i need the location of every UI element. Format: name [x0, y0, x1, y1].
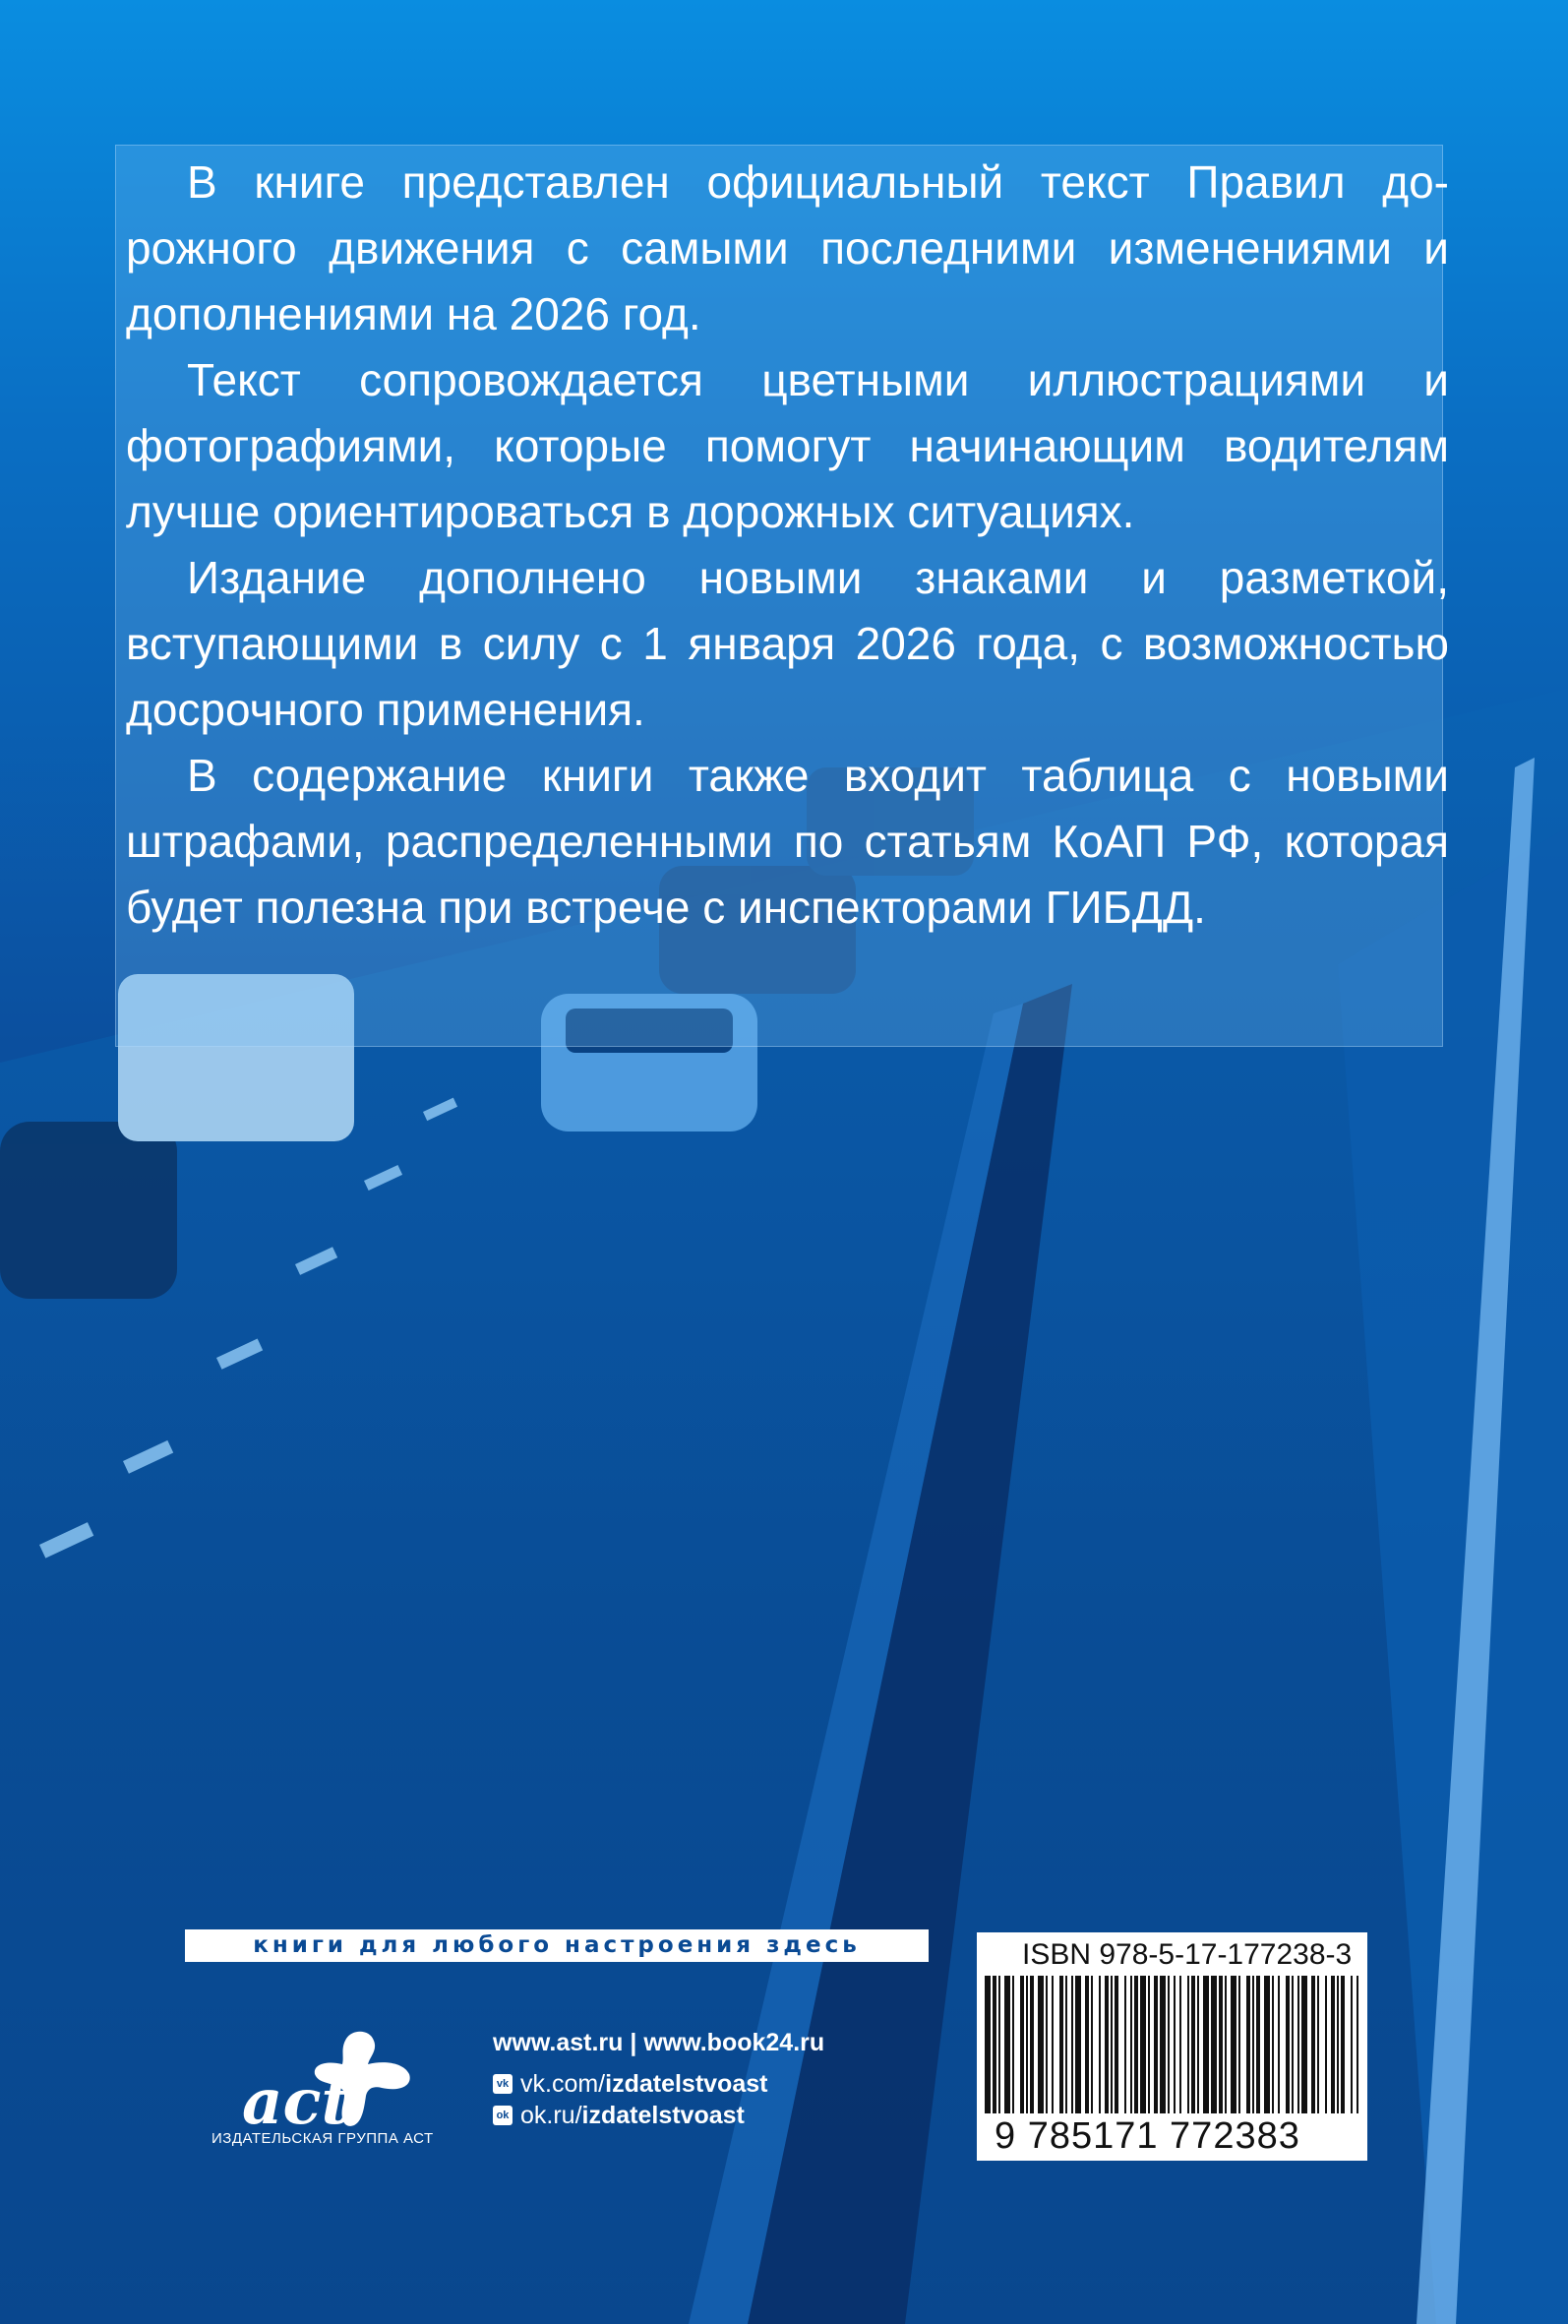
barcode-bar: [1148, 1976, 1150, 2113]
barcode-bar: [1219, 1976, 1223, 2113]
barcode-bar: [1115, 1976, 1118, 2113]
website-links[interactable]: www.ast.ru | www.book24.ru: [493, 2029, 825, 2056]
logo-text: act: [242, 2065, 350, 2135]
description-paragraph: Текст сопровождается цветными иллюстрациями и фотографиями, которые помогут начинающим водителям лучше ориентироваться в дорожных ситуациях.: [126, 354, 1449, 537]
barcode-bar: [1065, 1976, 1067, 2113]
barcode-bar: [1026, 1976, 1028, 2113]
barcode-bar: [1337, 1976, 1339, 2113]
barcode-bar: [993, 1976, 996, 2113]
barcode-bar: [1179, 1976, 1181, 2113]
vk-icon: vk: [493, 2074, 513, 2094]
barcode-bar: [1325, 1976, 1327, 2113]
book-description: [126, 150, 1449, 941]
barcode-bar: [1140, 1976, 1146, 2113]
barcode-bars-icon: [983, 1976, 1361, 2113]
barcode-bar: [1231, 1976, 1236, 2113]
barcode-bar: [1154, 1976, 1158, 2113]
barcode-bar: [1278, 1976, 1280, 2113]
barcode-bar: [1134, 1976, 1138, 2113]
barcode-bar: [1238, 1976, 1240, 2113]
barcode-bar: [998, 1976, 1000, 2113]
barcode-bar: [1099, 1976, 1101, 2113]
ok-link-prefix: ok.ru/: [520, 2101, 582, 2129]
barcode-bar: [1211, 1976, 1217, 2113]
barcode-bar: [1174, 1976, 1176, 2113]
barcode-bar: [1246, 1976, 1250, 2113]
barcode-bar: [1317, 1976, 1319, 2113]
barcode-bar: [1225, 1976, 1227, 2113]
barcode-bar: [1256, 1976, 1260, 2113]
barcode-bar: [1341, 1976, 1345, 2113]
description-paragraph: В книге представлен официальный текст Правил дорожного движения с самыми последними изменениями и дополнениями на 2026 год.: [126, 156, 1449, 339]
barcode-bar: [1191, 1976, 1195, 2113]
barcode-bar: [1038, 1976, 1044, 2113]
barcode-bar: [1331, 1976, 1335, 2113]
barcode-bar: [1030, 1976, 1034, 2113]
barcode-bar: [1292, 1976, 1294, 2113]
barcode-bar: [1052, 1976, 1054, 2113]
description-paragraph: Издание дополнено новыми знаками и разметкой, вступающими в силу с 1 января 2026 года, с возможностью досрочного применения.: [126, 552, 1449, 735]
barcode-bar: [985, 1976, 991, 2113]
barcode-bar: [1357, 1976, 1358, 2113]
barcode-bar: [1203, 1976, 1209, 2113]
barcode-bar: [1311, 1976, 1315, 2113]
barcode-bar: [1160, 1976, 1166, 2113]
barcode-bar: [1351, 1976, 1353, 2113]
barcode-bar: [1286, 1976, 1290, 2113]
barcode-bar: [1252, 1976, 1254, 2113]
barcode-block: [977, 1932, 1367, 2161]
vk-link-prefix: vk.com/: [520, 2069, 606, 2098]
barcode-bar: [1168, 1976, 1170, 2113]
ok-link[interactable]: [493, 2103, 824, 2128]
description-paragraph: В содержание книги также входит таблица с новыми штрафами, распределенными по статьям КоАП РФ, которая будет полезна при встрече с инспекторами ГИБДД.: [126, 750, 1449, 933]
publisher-name: ИЗДАТЕЛЬСКАЯ ГРУППА АСТ: [211, 2130, 434, 2147]
barcode-bar: [1020, 1976, 1024, 2113]
barcode-bar: [1272, 1976, 1274, 2113]
barcode-bar: [1124, 1976, 1126, 2113]
vk-link-handle: izdatelstvoast: [605, 2069, 768, 2098]
ok-icon: ok: [493, 2106, 513, 2125]
barcode-bar: [1130, 1976, 1132, 2113]
tagline-banner: книги для любого настроения здесь: [185, 1929, 929, 1962]
barcode-bar: [1075, 1976, 1081, 2113]
barcode-bar: [1071, 1976, 1073, 2113]
barcode-bar: [1111, 1976, 1113, 2113]
barcode-bar: [1004, 1976, 1010, 2113]
barcode-bar: [1297, 1976, 1299, 2113]
barcode-bar: [1012, 1976, 1014, 2113]
ok-link-handle: izdatelstvoast: [581, 2101, 745, 2129]
barcode-bar: [1091, 1976, 1093, 2113]
barcode-bar: [1187, 1976, 1189, 2113]
barcode-bar: [1264, 1976, 1270, 2113]
barcode-digits: 9 785171 772383: [995, 2115, 1300, 2157]
barcode-bar: [1197, 1976, 1199, 2113]
barcode-bar: [1301, 1976, 1307, 2113]
barcode-bar: [1059, 1976, 1063, 2113]
barcode-bar: [1105, 1976, 1109, 2113]
barcode-bar: [1085, 1976, 1089, 2113]
ast-logo-icon: [236, 2027, 423, 2135]
vk-link[interactable]: [493, 2071, 824, 2097]
barcode-bar: [1046, 1976, 1048, 2113]
isbn-number: ISBN 978-5-17-177238-3: [1022, 1938, 1353, 1971]
publisher-links: [493, 2029, 824, 2128]
